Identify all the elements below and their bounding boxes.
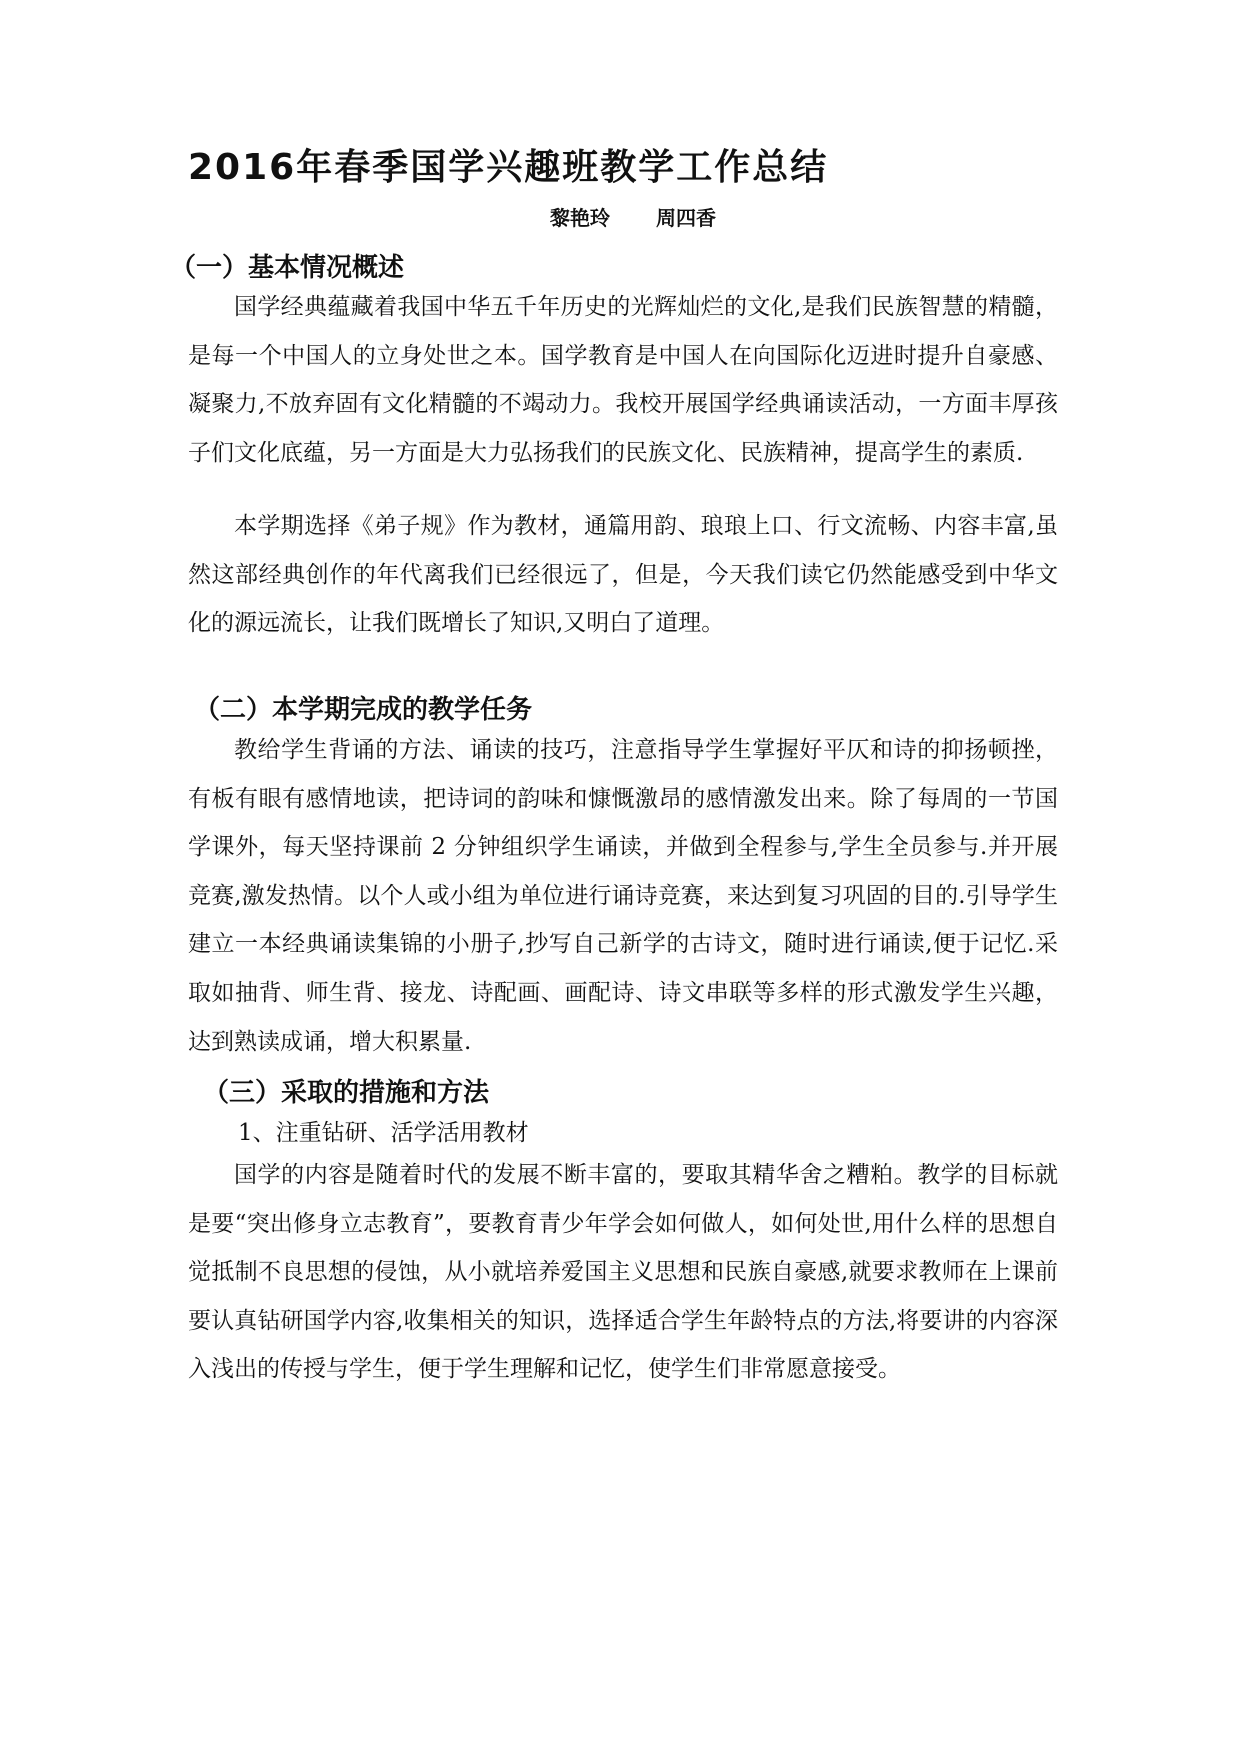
- body-paragraph: 教给学生背诵的方法、诵读的技巧，注意指导学生掌握好平仄和诗的抑扬顿挫，有板有眼有感情地读，把诗词的韵味和慷慨激昂的感情激发出来。除了每周的一节国学课外，每天坚持课前 2 分钟组织学生诵读，并做到全程参与,学生全员参与.并开展竞赛,激发热情。以个人或小组为单位进行诵诗竞赛，来达到复习巩固的目的.引导学生建立一本经典诵读集锦的小册子,抄写自己新学的古诗文，随时进行诵读,便于记忆.采取如抽背、师生背、接龙、诗配画、画配诗、诗文串联等多样的形式激发学生兴趣，达到熟读成诵，增大积累量.: [188, 737, 1058, 1055]
- subsection-heading: 1、注重钻研、活学活用教材: [238, 1120, 529, 1146]
- document-title: 2016年春季国学兴趣班教学工作总结: [188, 147, 829, 188]
- author-name: 周四香: [656, 206, 716, 230]
- author-name: 黎艳玲: [550, 206, 610, 230]
- body-paragraph: 本学期选择《弟子规》作为教材，通篇用韵、琅琅上口、行文流畅、内容丰富,虽然这部经典创作的年代离我们已经很远了，但是，今天我们读它仍然能感受到中华文化的源远流长，让我们既增长了知识,又明白了道理。: [188, 513, 1058, 637]
- body-paragraph: 国学的内容是随着时代的发展不断丰富的，要取其精华舍之糟粕。教学的目标就是要“突出修身立志教育”，要教育青少年学会如何做人，如何处世,用什么样的思想自觉抵制不良思想的侵蚀，从小就培养爱国主义思想和民族自豪感,就要求教师在上课前要认真钻研国学内容,收集相关的知识，选择适合学生年龄特点的方法,将要讲的内容深入浅出的传授与学生，便于学生理解和记忆，使学生们非常愿意接受。: [188, 1162, 1058, 1383]
- section-heading: （一）基本情况概述: [170, 253, 405, 283]
- section-heading: （三）采取的措施和方法: [203, 1078, 490, 1108]
- body-paragraph: 国学经典蕴藏着我国中华五千年历史的光辉灿烂的文化,是我们民族智慧的精髓，是每一个中国人的立身处世之本。国学教育是中国人在向国际化迈进时提升自豪感、凝聚力,不放弃固有文化精髓的不竭动力。我校开展国学经典诵读活动，一方面丰厚孩子们文化底蕴，另一方面是大力弘扬我们的民族文化、民族精神，提高学生的素质.: [188, 294, 1058, 466]
- author-line: [550, 204, 716, 232]
- section-heading: （二）本学期完成的教学任务: [194, 695, 533, 725]
